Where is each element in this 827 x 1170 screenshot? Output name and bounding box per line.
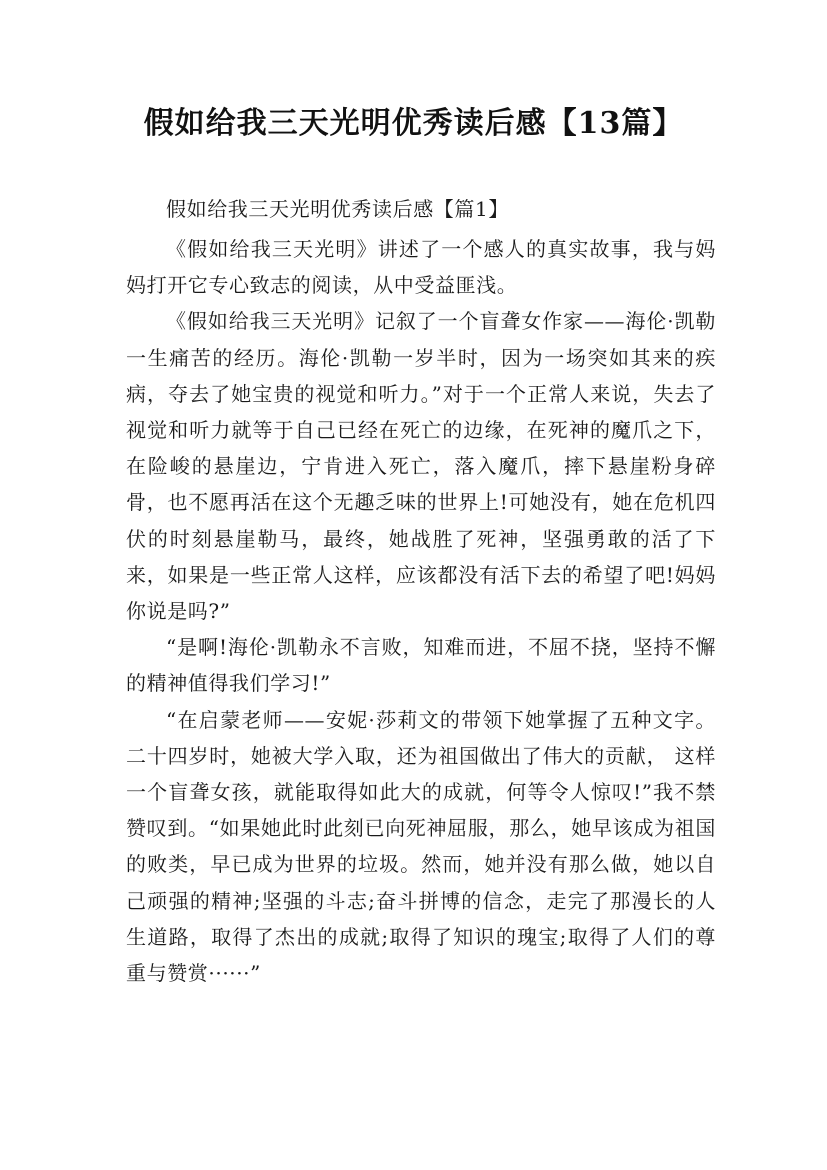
document-title: 假如给我三天光明优秀读后感【13篇】 [143, 106, 684, 141]
paragraph-3: “是啊!海伦·凯勒永不言败，知难而进，不屈不挠，坚持不懈的精神值得我们学习!” [126, 635, 716, 696]
section-heading: 假如给我三天光明优秀读后感【篇1】 [166, 197, 509, 221]
paragraph-4: “在启蒙老师——安妮·莎莉文的带领下她掌握了五种文字。二十四岁时，她被大学入取，还为祖国做出了伟大的贡献， 这样一个盲聋女孩，就能取得如此大的成就，何等令人惊叹!”我不禁赞叹到。“如果她此时此刻已向死神屈服，那么，她早该成为祖国的败类，早已成为世界的垃圾。然而，她并没有那么做，她以自己顽强的精神;坚强的斗志;奋斗拼博的信念，走完了那漫长的人生道路，取得了杰出的成就;取得了知识的瑰宝;取得了人们的尊重与赞赏······” [126, 707, 716, 986]
paragraph-1: 《假如给我三天光明》讲述了一个感人的真实故事，我与妈妈打开它专心致志的阅读，从中受益匪浅。 [126, 237, 716, 298]
document-body [126, 188, 716, 991]
paragraph-2: 《假如给我三天光明》记叙了一个盲聋女作家——海伦·凯勒一生痛苦的经历。海伦·凯勒一岁半时，因为一场突如其来的疾病，夺去了她宝贵的视觉和听力。”对于一个正常人来说，失去了视觉和听力就等于自己已经在死亡的边缘，在死神的魔爪之下，在险峻的悬崖边，宁肯进入死亡，落入魔爪，摔下悬崖粉身碎骨，也不愿再活在这个无趣乏味的世界上!可她没有，她在危机四伏的时刻悬崖勒马，最终，她战胜了死神，坚强勇敢的活了下来，如果是一些正常人这样，应该都没有活下去的希望了吧!妈妈你说是吗?” [126, 309, 716, 624]
